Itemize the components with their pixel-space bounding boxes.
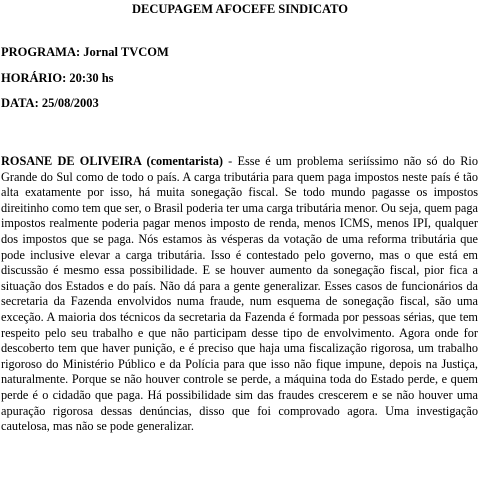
transcript-paragraph — [1, 154, 478, 435]
horario-line: HORÁRIO: 20:30 hs — [1, 71, 114, 85]
document-title: DECUPAGEM AFOCEFE SINDICATO — [132, 2, 348, 16]
speaker-name: ROSANE DE OLIVEIRA (comentarista) — [1, 154, 223, 168]
data-line: DATA: 25/08/2003 — [1, 96, 99, 110]
programa-line: PROGRAMA: Jornal TVCOM — [1, 45, 169, 59]
transcript-text: - Esse é um problema seriíssimo não só do Rio Grande do Sul como de todo o país. A carga tributária para quem paga impostos neste país é tão alta exatamente por isso, há muita sonegação fiscal. Se todo mundo pagasse os impostos direitinho como tem que ser, o Brasil poderia ter uma carga tributária menor. Ou seja, quem paga impostos realmente poderia pagar menos imposto de renda, menos ICMS, menos IPI, qualquer dos impostos que se paga. Nós estamos às vésperas da votação de uma reforma tributária que pode inclusive elevar a carga tributária. Isso é contestado pelo governo, mas o que está em discussão é mesmo essa possibilidade. E se houver aumento da sonegação fiscal, pior fica a situação dos Estados e do país. Não dá para a gente generalizar. Esses casos de funcionários da secretaria da Fazenda envolvidos numa fraude, num esquema de sonegação fiscal, são uma exceção. A maioria dos técnicos da secretaria da Fazenda é formada por pessoas sérias, que tem respeito pelo seu trabalho e que não participam desse tipo de envolvimento. Agora onde for descoberto tem que haver punição, e é preciso que haja uma fiscalização rigorosa, um trabalho rigoroso do Ministério Público e da Polícia para que isso não fique impune, depois na Justiça, naturalmente. Porque se não houver controle se perde, a máquina toda do Estado perde, e quem perde é o cidadão que paga. Há possibilidade sim das fraudes crescerem e se não houver uma apuração rigorosa dessas denúncias, disso que foi comprovado agora. Uma investigação cautelosa, mas não se pode generalizar. — [1, 154, 478, 434]
